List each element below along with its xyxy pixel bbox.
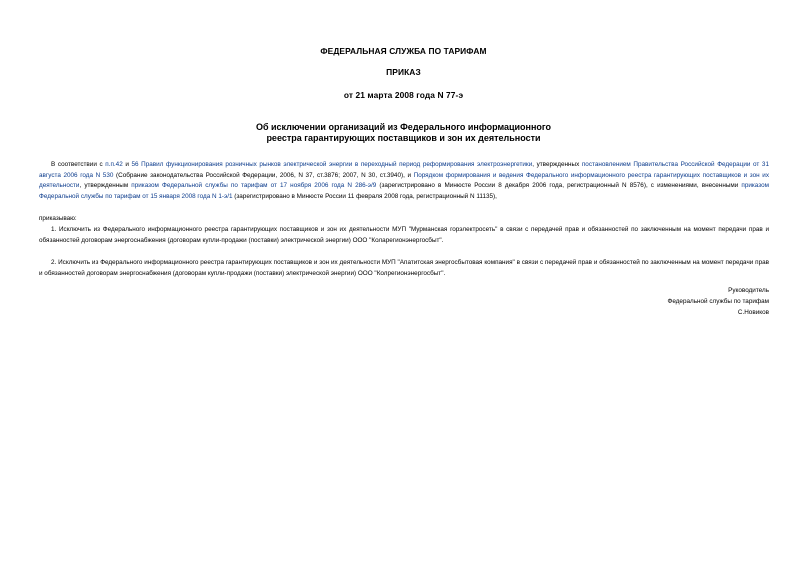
document-title (0, 122, 807, 144)
document-body (39, 160, 769, 279)
order-word: приказываю: (39, 215, 77, 223)
preamble-text-5: , утвержденным (79, 182, 132, 190)
agency-name: ФЕДЕРАЛЬНАЯ СЛУЖБА ПО ТАРИФАМ (320, 46, 487, 56)
document-date-number: от 21 марта 2008 года N 77-э (343, 90, 464, 100)
preamble-text-1: В соответствии с (51, 161, 106, 168)
preamble-text-7: (зарегистрировано в Минюсте России 11 февраля 2008 года, регистрационный N 11135), (232, 192, 497, 200)
link-order-286-e-9[interactable]: приказом Федеральной службы по тарифам от 17 ноября 2006 года N 286-э/9 (131, 182, 377, 190)
order-item-2: 2. Исключить из Федерального информационного реестра гарантирующих поставщиков и зон их деятельности МУП "Апатитская энергосбытовая компания" в связи с передачей прав и обязанностей по заключенным на момент передачи прав и обязанностей договорам энергоснабжения (договорам купли-продажи (поставки) электрической энергии) ООО "Колрегионэнергосбыт". (39, 259, 769, 277)
link-registry-procedure[interactable]: Порядком формирования и ведения Федерального информационного реестра гарантирующих поставщиков и зон их деятельности (39, 171, 770, 190)
preamble-paragraph (39, 160, 769, 202)
signature-name: С.Новиков (737, 309, 769, 316)
link-retail-market-rules[interactable]: 56 Правил функционирования розничных рынков электрической энергии в переходный период реформирования электроэнергетики (131, 161, 533, 168)
preamble-text-3: , утвержденных (532, 161, 582, 168)
preamble-text-2: и (122, 161, 132, 168)
link-government-resolution-530[interactable]: постановлением Правительства Российской Федерации от 31 августа 2006 года N 530 (39, 161, 769, 179)
title-line-1: Об исключении организаций из Федерального информационного (255, 122, 552, 132)
document-type: ПРИКАЗ (386, 67, 421, 77)
title-line-2: реестра гарантирующих поставщиков и зон их деятельности (266, 133, 541, 143)
preamble-text-4: (Собрание законодательства Российской Федерации, 2006, N 37, ст.3876; 2007, N 30, ст.3940), и (113, 171, 414, 179)
link-order-1-e-1[interactable]: приказом Федеральной службы по тарифам от 15 января 2008 года N 1-э/1 (39, 182, 769, 200)
preamble-text-6: (зарегистрировано в Минюсте России 8 декабря 2006 года, регистрационный N 8576), с изменениями, внесенными (376, 182, 742, 190)
link-rules-item-42[interactable]: п.п.42 (105, 161, 123, 168)
signature-organization: Федеральной службы по тарифам (667, 298, 769, 305)
signature-block (668, 285, 770, 318)
signature-position: Руководитель (728, 287, 769, 294)
order-item-1: 1. Исключить из Федерального информационного реестра гарантирующих поставщиков и зон их деятельности МУП "Мурманская горэлектросеть" в связи с передачей прав и обязанностей по заключенным на момент передачи прав и обязанностей договорам энергоснабжения (договорам купли-продажи (поставки) электрической энергии) ООО "Коларегионэнергосбыт". (39, 225, 769, 244)
